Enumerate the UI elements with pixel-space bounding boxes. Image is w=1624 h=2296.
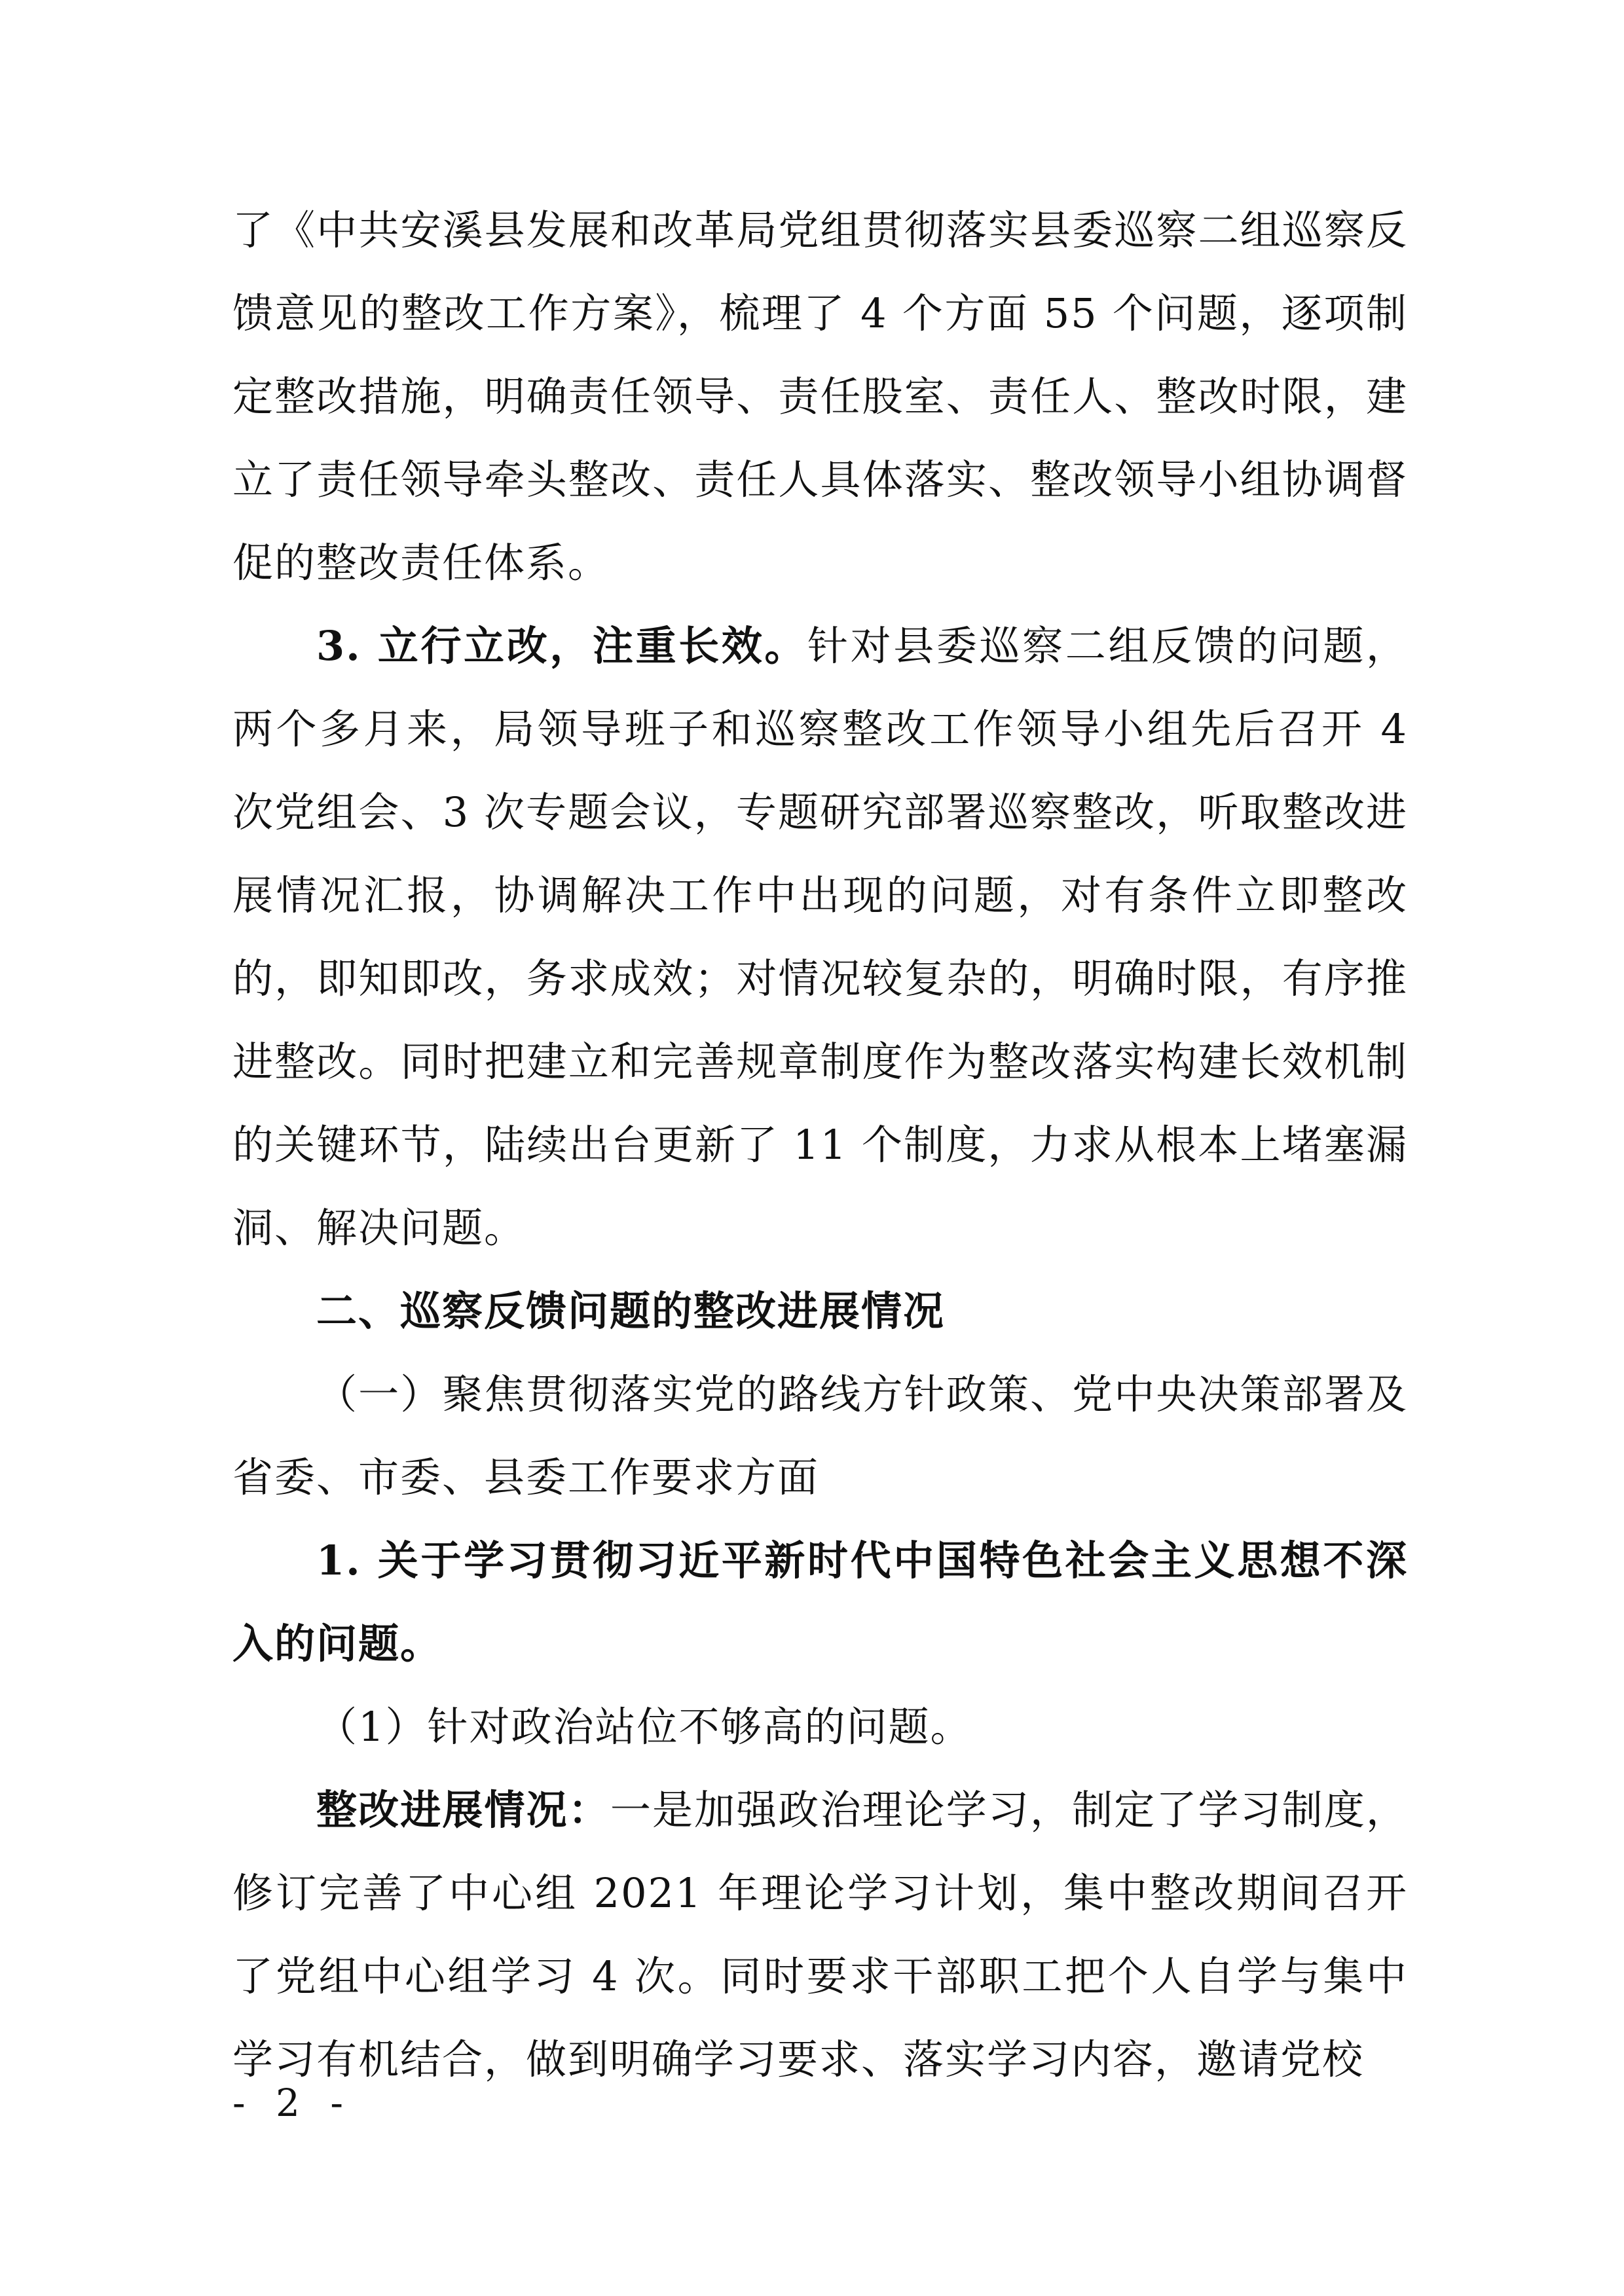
paragraph-text: 了《中共安溪县发展和改革局党组贯彻落实县委巡察二组巡察反馈意见的整改工作方案》，梳理了 4 个方面 55 个问题，逐项制定整改措施，明确责任领导、责任股室、责任人、整改时限，建立了责任领导牵头整改、责任人具体落实、整改领导小组协调督促的整改责任体系。 (232, 206, 1408, 587)
paragraph-text: 针对县委巡察二组反馈的问题，两个多月来，局领导班子和巡察整改工作领导小组先后召开 4 次党组会、3 次专题会议，专题研究部署巡察整改，听取整改进展情况汇报，协调解决工作中出现的问题，对有条件立即整改的，即知即改，务求成效；对情况较复杂的，明确时限，有序推进整改。同时把建立和完善规章制度作为整改落实构建长效机制的关键环节，陆续出台更新了 11 个制度，力求从根本上堵塞漏洞、解决问题。 (232, 622, 1408, 1252)
issue-heading-text: 1. 关于学习贯彻习近平新时代中国特色社会主义思想不深入的问题。 (232, 1537, 1408, 1667)
subsection-heading (232, 1353, 1408, 1519)
issue-heading (232, 1519, 1408, 1685)
page-number: - 2 - (232, 2081, 352, 2125)
paragraph-lead: 3. 立行立改，注重长效。 (316, 622, 808, 670)
progress-paragraph (232, 1768, 1408, 2101)
paragraph-lead: 整改进展情况： (316, 1786, 610, 1834)
paragraph-continuation (232, 189, 1408, 604)
subsection-heading-text: （一）聚焦贯彻落实党的路线方针政策、党中央决策部署及省委、市委、县委工作要求方面 (232, 1370, 1408, 1501)
paragraph-item-3 (232, 604, 1408, 1269)
sub-issue-heading-text: （1）针对政治站位不够高的问题。 (316, 1703, 972, 1751)
section-heading (232, 1269, 1408, 1353)
section-heading-text: 二、巡察反馈问题的整改进展情况 (316, 1287, 946, 1335)
paragraph-text: 一是加强政治理论学习，制定了学习制度，修订完善了中心组 2021 年理论学习计划，集中整改期间召开了党组中心组学习 4 次。同时要求干部职工把个人自学与集中学习有机结合，做到明确学习要求、落实学习内容，邀请党校 (232, 1786, 1408, 2083)
sub-issue-heading (232, 1685, 1408, 1768)
document-body (232, 189, 1408, 2101)
